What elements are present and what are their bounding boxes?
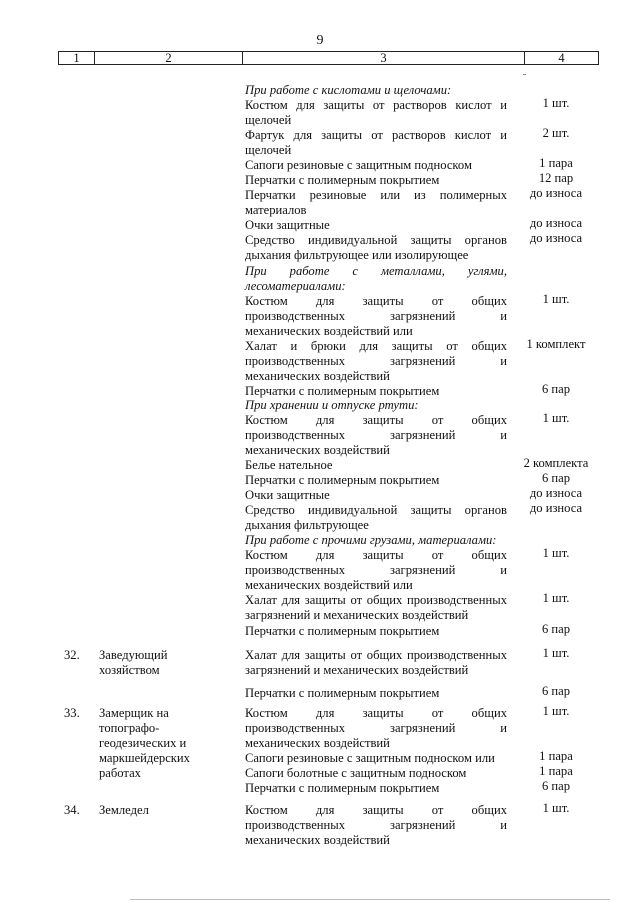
item-quantity: 1 шт. (542, 546, 570, 560)
section-heading-line: При работе с металлами, углями, (245, 264, 507, 278)
item-description-line: производственных загрязнений и (245, 428, 507, 442)
item-description-line: материалов (245, 203, 307, 217)
item-description (245, 158, 507, 173)
item-description-line: механических воздействий (245, 443, 390, 457)
item-description-line: Средство индивидуальной защиты органов (245, 503, 507, 517)
item-description-line: щелочей (245, 143, 292, 157)
profession-name (99, 706, 229, 781)
item-description-line: Перчатки с полимерным покрытием (245, 624, 440, 638)
item-description-line: Сапоги резиновые с защитным подноском или (245, 751, 495, 765)
item-description-line: Халат для защиты от общих производственных (245, 648, 507, 662)
item-description-line: механических воздействий (245, 736, 390, 750)
item-description-line: Халат для защиты от общих производственных (245, 593, 507, 607)
item-description-line: Перчатки с полимерным покрытием (245, 473, 440, 487)
profession-line: геодезических и (99, 736, 187, 750)
item-description-line: дыхания фильтрующее (245, 518, 369, 532)
profession-line: работах (99, 766, 141, 780)
page-number: 9 (316, 33, 324, 48)
section-heading-line: При работе с кислотами и щелочами: (245, 83, 452, 97)
item-description-line: Халат и брюки для защиты от общих (245, 339, 507, 353)
item-description (245, 503, 507, 533)
section-heading (245, 264, 507, 294)
item-quantity: 1 шт. (542, 96, 570, 110)
profession-line: Заведующий (99, 648, 168, 662)
item-quantity: 6 пар (541, 779, 571, 793)
item-description-line: загрязнений и механических воздействий (245, 663, 469, 677)
column-header-1: 1 (59, 52, 95, 64)
item-quantity: 1 шт. (542, 801, 570, 815)
item-description-line: Очки защитные (245, 218, 330, 232)
item-quantity: до износа (529, 216, 583, 230)
section-heading-line: При хранении и отпуске ртути: (245, 398, 419, 412)
item-description (245, 488, 507, 503)
entry-number: 34. (64, 803, 80, 817)
item-description (245, 706, 507, 751)
item-quantity: 1 шт. (542, 646, 570, 660)
item-description-line: механических воздействий (245, 369, 390, 383)
item-quantity: до износа (529, 501, 583, 515)
entry-number: 32. (64, 648, 80, 662)
item-quantity: 2 шт. (542, 126, 570, 140)
item-description (245, 218, 507, 233)
profession-line: Замерщик на (99, 706, 169, 720)
item-description (245, 593, 507, 623)
item-quantity: 1 пара (539, 764, 573, 778)
item-description-line: Сапоги болотные с защитным подноском (245, 766, 467, 780)
item-quantity: 1 пара (539, 749, 573, 763)
item-description (245, 458, 507, 473)
column-header-3: 3 (243, 52, 525, 64)
item-description (245, 294, 507, 339)
profession-line: Земледел (99, 803, 149, 817)
item-description-line: Сапоги резиновые с защитным подноском (245, 158, 472, 172)
item-description (245, 339, 507, 384)
item-description (245, 803, 507, 848)
item-quantity: 6 пар (541, 471, 571, 485)
profession-line: хозяйством (99, 663, 160, 677)
scan-mark (523, 74, 526, 75)
item-quantity: 1 шт. (542, 591, 570, 605)
item-quantity: 1 шт. (542, 411, 570, 425)
item-description-line: Костюм для защиты от общих (245, 413, 507, 427)
column-header-2: 2 (95, 52, 243, 64)
item-description-line: производственных загрязнений и (245, 563, 507, 577)
table-header-row (58, 51, 599, 65)
profession-name (99, 803, 229, 818)
item-quantity: 1 пара (539, 156, 573, 170)
item-description-line: механических воздействий или (245, 324, 413, 338)
item-quantity: 1 шт. (542, 292, 570, 306)
section-heading-line: При работе с прочими грузами, материалами: (245, 533, 497, 547)
item-quantity: 6 пар (541, 684, 571, 698)
entry-number: 33. (64, 706, 80, 720)
item-description-line: Перчатки с полимерным покрытием (245, 384, 440, 398)
item-description-line: производственных загрязнений и (245, 721, 507, 735)
item-description (245, 413, 507, 458)
item-description-line: Перчатки с полимерным покрытием (245, 686, 440, 700)
item-description (245, 766, 507, 781)
item-quantity: 12 пар (538, 171, 574, 185)
item-description-line: Костюм для защиты от общих (245, 548, 507, 562)
item-description (245, 624, 507, 639)
section-heading (245, 83, 507, 98)
item-description-line: производственных загрязнений и (245, 309, 507, 323)
item-quantity: 1 комплект (526, 337, 586, 351)
item-quantity: 6 пар (541, 622, 571, 636)
item-description-line: Костюм для защиты от растворов кислот и (245, 98, 507, 112)
item-description (245, 233, 507, 263)
profession-name (99, 648, 229, 678)
item-description-line: Белье нательное (245, 458, 333, 472)
section-heading (245, 533, 507, 548)
profession-line: маркшейдерских (99, 751, 190, 765)
page-bottom-rule (130, 899, 610, 900)
profession-line: топографо- (99, 721, 160, 735)
item-description-line: Очки защитные (245, 488, 330, 502)
item-quantity: 6 пар (541, 382, 571, 396)
item-description-line: Перчатки с полимерным покрытием (245, 781, 440, 795)
item-description-line: щелочей (245, 113, 292, 127)
item-description (245, 751, 507, 766)
item-description-line: Костюм для защиты от общих (245, 706, 507, 720)
item-description-line: Костюм для защиты от общих (245, 803, 507, 817)
item-description-line: Фартук для защиты от растворов кислот и (245, 128, 507, 142)
item-description-line: загрязнений и механических воздействий (245, 608, 469, 622)
item-quantity: до износа (529, 486, 583, 500)
item-description (245, 98, 507, 128)
item-quantity: до износа (529, 231, 583, 245)
item-description-line: Перчатки с полимерным покрытием (245, 173, 440, 187)
item-description (245, 648, 507, 678)
item-description-line: Костюм для защиты от общих (245, 294, 507, 308)
item-description (245, 188, 507, 218)
section-heading (245, 398, 507, 413)
item-description-line: механических воздействий или (245, 578, 413, 592)
section-heading-line: лесоматериалами: (245, 279, 346, 293)
item-description-line: Средство индивидуальной защиты органов (245, 233, 507, 247)
item-description (245, 686, 507, 701)
item-quantity: 2 комплекта (523, 456, 589, 470)
column-header-4: 4 (558, 51, 565, 65)
item-description-line: механических воздействий (245, 833, 390, 847)
item-quantity: 1 шт. (542, 704, 570, 718)
item-description (245, 548, 507, 593)
item-quantity: до износа (529, 186, 583, 200)
item-description (245, 173, 507, 188)
item-description (245, 128, 507, 158)
item-description (245, 473, 507, 488)
item-description-line: Перчатки резиновые или из полимерных (245, 188, 507, 202)
item-description (245, 781, 507, 796)
item-description-line: дыхания фильтрующее или изолирующее (245, 248, 469, 262)
item-description (245, 384, 507, 399)
item-description-line: производственных загрязнений и (245, 354, 507, 368)
item-description-line: производственных загрязнений и (245, 818, 507, 832)
